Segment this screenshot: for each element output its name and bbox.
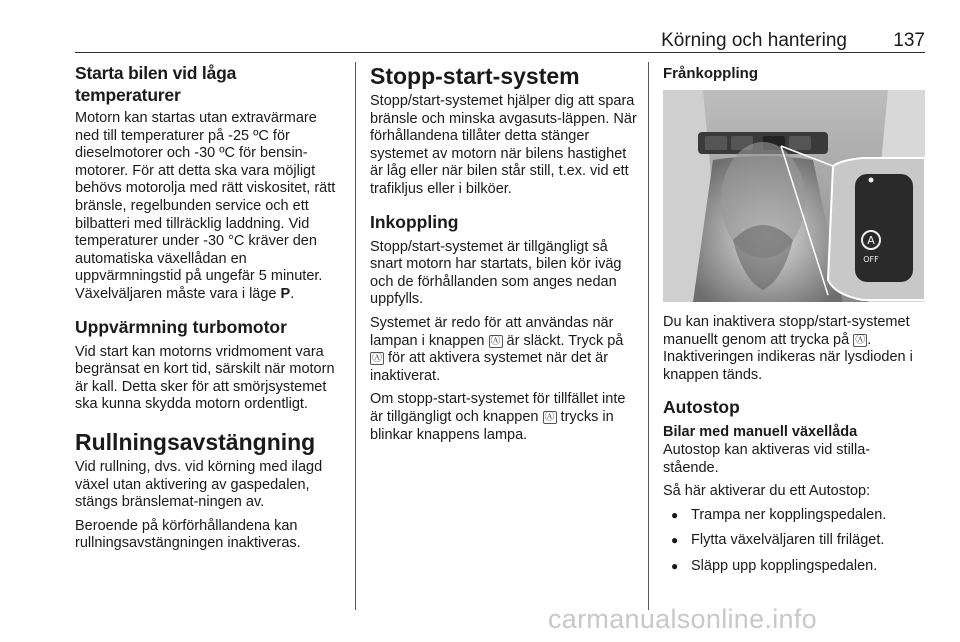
steps-list xyxy=(663,507,925,576)
a-off-icon: Ⓐ xyxy=(544,411,555,423)
off-label: OFF xyxy=(863,255,879,264)
a-off-icon: Ⓐ xyxy=(372,353,382,365)
coast-heading: Rullningsavstängning xyxy=(75,428,316,455)
cold-start-end: . xyxy=(290,285,295,302)
list-item: ● Flytta växelväljaren till friläget. xyxy=(663,532,925,550)
column-middle xyxy=(370,62,638,450)
howto-text: Så här aktiverar du ett Autostop: xyxy=(663,483,871,500)
activation-text-3 xyxy=(370,391,638,444)
cold-start-text xyxy=(75,110,343,304)
a-off-icon: Ⓐ xyxy=(490,335,501,347)
column-left xyxy=(75,62,343,559)
manual-gearbox-text: Autostop kan aktiveras vid stilla-stående. xyxy=(663,441,871,476)
column-divider xyxy=(355,62,356,610)
a-off-icon: Ⓐ xyxy=(855,334,866,346)
manual-gearbox-heading: Bilar med manuell växellåda xyxy=(663,424,858,441)
activation-text-2a: Systemet är redo för att användas när lampan i knappen xyxy=(370,314,614,349)
activation-text-2 xyxy=(370,315,638,385)
coast-text-1: Vid rullning, dvs. vid körning med ilagd växel utan aktivering av gaspedalen, stängs bränslemat-ningen av. xyxy=(75,458,323,511)
page-number: 137 xyxy=(893,30,925,51)
stop-start-text: Stopp/start-systemet hjälper dig att spara bränsle och minska avgasuts-läppen. När förhållandena tillåter detta stänger systemet av motorn när bilens hastighet är låg eller när bilen står still, t.ex. vid ett trafikljus eller i bilköer. xyxy=(370,93,637,197)
deactivation-text-b: . Inaktiveringen indikeras när lysdioden i knappen tänds. xyxy=(663,331,913,383)
activation-text-3b: trycks in blinkar knappens lampa. xyxy=(370,408,614,443)
cold-start-heading: Starta bilen vid låga temperaturer xyxy=(75,63,237,105)
deactivation-text xyxy=(663,314,925,384)
deactivation-heading: Frånkoppling xyxy=(663,65,758,82)
console-photo xyxy=(663,90,925,302)
cold-start-body: Motorn kan startas utan extravärmare ned till temperaturer på -25 ºC för dieselmotorer och -30 ºC för bensin-motorer. För att detta ska vara möjligt behövs motorolja med rätt viskositet, rätt bränsle, regelbunden service och ett bilbatteri med tillräcklig laddning. Vid temperaturer under -30 °C kräver den automatiska växellådan en uppvärmningstid på ungefär 5 minuter. Växelväljaren måste vara i läge xyxy=(75,110,336,302)
a-icon: A xyxy=(867,234,875,247)
stop-start-heading: Stopp-start-system xyxy=(370,63,580,89)
autostop-heading: Autostop xyxy=(663,397,740,418)
activation-text-1: Stopp/start-systemet är tillgängligt så snart motorn har startats, bilen kör iväg och de förhållanden som anges nedan uppfylls. xyxy=(370,238,622,308)
coast-text-2: Beroende på körförhållandena kan rullningsavstängningen inaktiveras. xyxy=(75,517,301,552)
activation-text-2b: är släckt. Tryck på xyxy=(502,332,624,349)
section-title: Körning och hantering xyxy=(661,30,847,51)
watermark: carmanualsonline.info xyxy=(548,604,817,634)
column-right xyxy=(663,62,925,584)
activation-heading: Inkoppling xyxy=(370,211,459,232)
page-header xyxy=(75,26,925,53)
column-divider xyxy=(648,62,649,610)
turbo-text: Vid start kan motorns vridmoment vara begränsat en kort tid, särskilt när motorn är kall. Detta sker för att smörjsystemet ska kunna skydda motorn ordentligt. xyxy=(75,343,335,413)
activation-text-3a: Om stopp-start-systemet för tillfället inte är tillgängligt och knappen xyxy=(370,391,626,425)
gear-p-label: P xyxy=(280,285,291,302)
deactivation-text-a: Du kan inaktivera stopp/start-systemet manuellt genom att trycka på xyxy=(663,314,910,348)
list-item: ● Släpp upp kopplingspedalen. xyxy=(663,558,925,576)
list-item: ● Trampa ner kopplingspedalen. xyxy=(663,507,925,525)
activation-text-2c: för att aktivera systemet när det är inaktiverat. xyxy=(370,350,609,384)
turbo-heading: Uppvärmning turbomotor xyxy=(75,316,287,337)
